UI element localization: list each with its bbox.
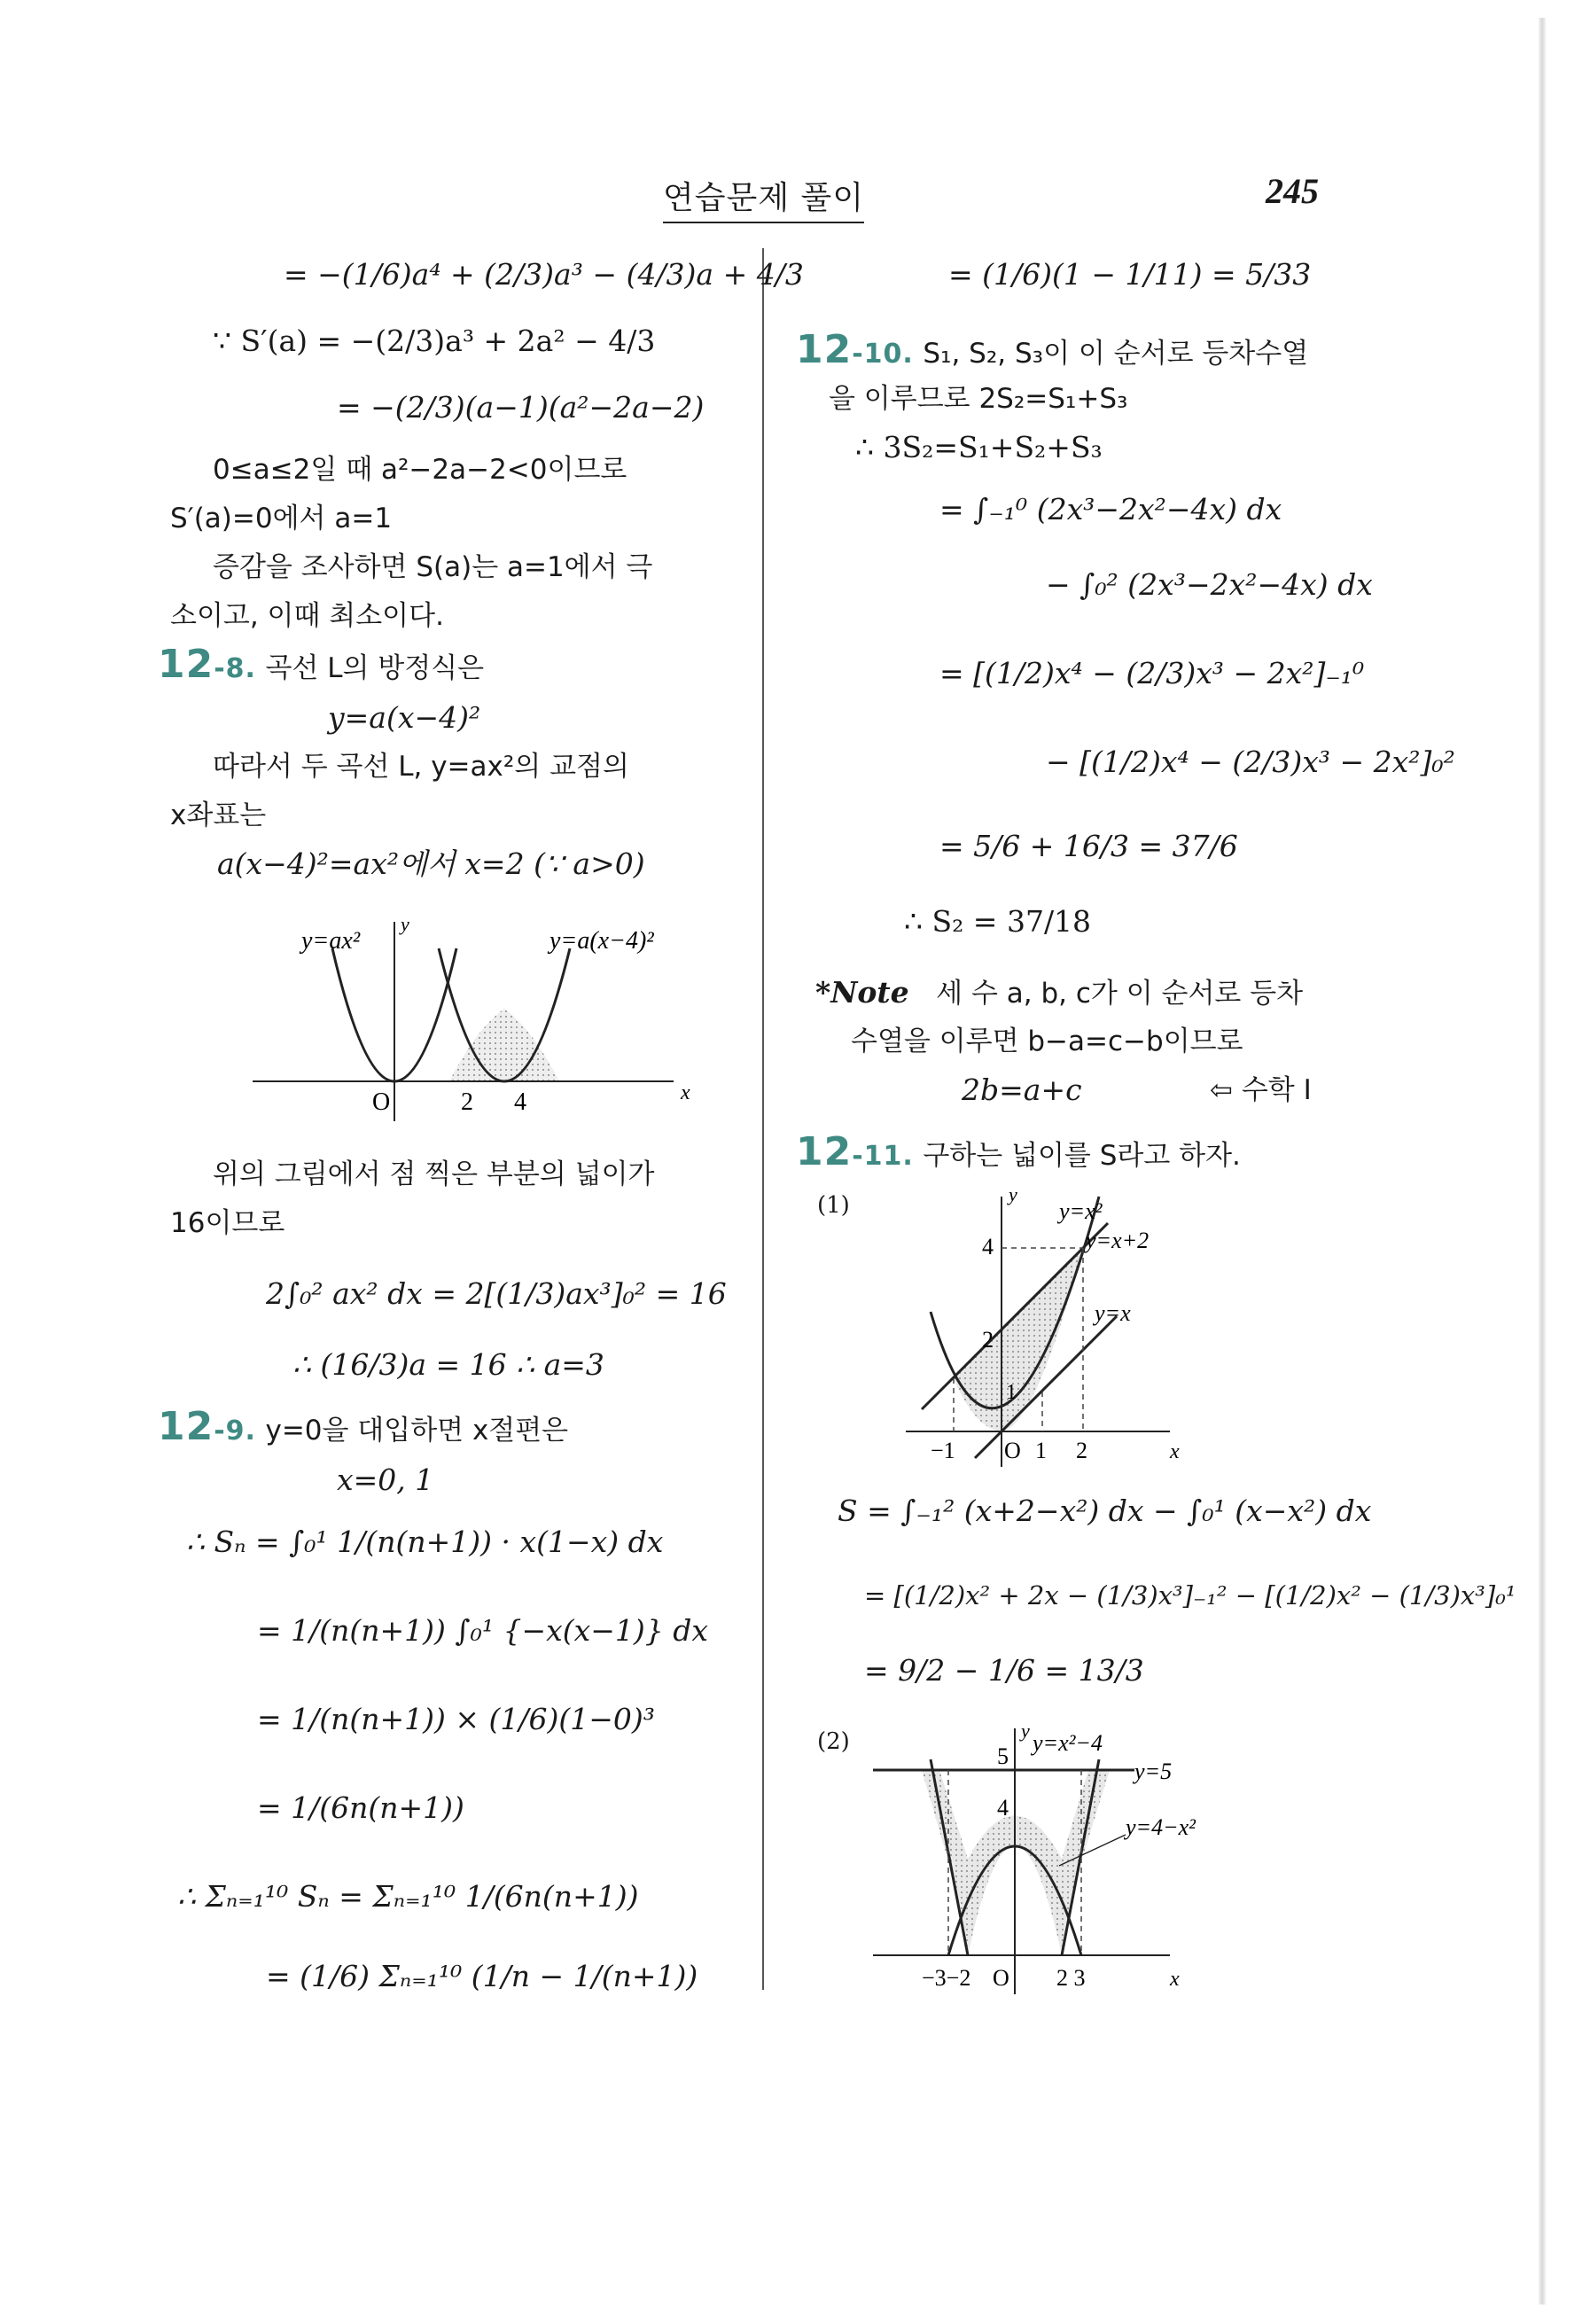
curve-label: y=a(x−4)²	[549, 927, 654, 955]
axis-label: x	[1170, 1440, 1180, 1463]
problem-text: 곡선 L의 방정식은	[265, 652, 485, 684]
equation-line: ∵ S′(a) = −(2/3)a³ + 2a² − 4/3	[213, 324, 656, 358]
tick-label: −3−2	[922, 1965, 971, 1991]
equation-line: = −(1/6)a⁴ + (2/3)a³ − (4/3)a + 4/3	[284, 257, 804, 292]
equation-line: ∴ Σₙ₌₁¹⁰ Sₙ = Σₙ₌₁¹⁰ 1/(6n(n+1))	[177, 1879, 639, 1914]
problem-subnumber: -11.	[852, 1141, 914, 1172]
problem-number: 12	[158, 642, 214, 687]
tick-label: 1	[1006, 1381, 1017, 1404]
curve-label: y=ax²	[301, 927, 361, 955]
text-line: 수열을 이루면 b−a=c−b이므로	[851, 1026, 1243, 1057]
tick-label: 4	[982, 1234, 994, 1259]
problem-heading-12-8	[158, 642, 485, 687]
equation-line: 2b=a+c	[962, 1072, 1082, 1107]
text-line: 을 이루므로 2S₂=S₁+S₃	[829, 383, 1128, 415]
equation-line: − [(1/2)x⁴ − (2/3)x³ − 2x²]₀²	[1046, 745, 1455, 779]
equation-line: a(x−4)²=ax²에서 x=2 (∵ a>0)	[217, 846, 645, 881]
text-line: x좌표는	[170, 799, 267, 831]
curve-label: y=x²	[1059, 1198, 1103, 1224]
problem-heading-12-9	[158, 1404, 569, 1449]
equation-line: ∴ 3S₂=S₁+S₂+S₃	[855, 430, 1103, 464]
equation-line: y=a(x−4)²	[328, 700, 481, 735]
problem-number: 12	[796, 1129, 853, 1174]
text-line: 16이므로	[170, 1207, 285, 1239]
text-line: 위의 그림에서 점 찍은 부분의 넓이가	[213, 1158, 655, 1190]
problem-text: 구하는 넓이를 S라고 하자.	[923, 1140, 1241, 1172]
text-line: 증감을 조사하면 S(a)는 a=1에서 극	[213, 551, 653, 583]
shaded-region	[449, 1009, 559, 1081]
axis-label: x	[1170, 1968, 1180, 1991]
equation-line: 2∫₀² ax² dx = 2[(1/3)ax³]₀² = 16	[266, 1276, 727, 1311]
text-line: 소이고, 이때 최소이다.	[170, 600, 444, 632]
equation-line: = (1/6)(1 − 1/11) = 5/33	[948, 257, 1312, 292]
problem-number: 12	[796, 327, 853, 372]
tick-label: −1	[931, 1438, 955, 1463]
equation-line: = (1/6) Σₙ₌₁¹⁰ (1/n − 1/(n+1))	[266, 1959, 698, 1993]
equation-line: − ∫₀² (2x³−2x²−4x) dx	[1046, 567, 1373, 602]
axis-label: y	[401, 913, 409, 935]
equation-line: = [(1/2)x⁴ − (2/3)x³ − 2x²]₋₁⁰	[939, 656, 1365, 690]
tick-label: 4	[997, 1795, 1009, 1821]
curve-label: y=x²−4	[1033, 1730, 1103, 1756]
equation-line: = −(2/3)(a−1)(a²−2a−2)	[337, 390, 705, 425]
origin-label: O	[993, 1965, 1009, 1991]
curve-label: y=x+2	[1086, 1228, 1150, 1253]
curve-label: y=4−x²	[1126, 1814, 1196, 1840]
note-line	[815, 975, 1303, 1011]
text-line: S′(a)=0에서 a=1	[170, 503, 393, 534]
figure-12-8	[248, 913, 744, 1126]
part-label: (1)	[817, 1192, 850, 1219]
equation-line: = 1/(n(n+1)) ∫₀¹ {−x(x−1)} dx	[257, 1613, 709, 1648]
equation-line: ∴ S₂ = 37/18	[904, 904, 1092, 939]
tick-label: 2 3	[1056, 1965, 1086, 1991]
origin-label: O	[372, 1088, 391, 1116]
note-text: 세 수 a, b, c가 이 순서로 등차	[936, 978, 1304, 1010]
text-line: 0≤a≤2일 때 a²−2a−2<0이므로	[213, 454, 627, 486]
problem-text: S₁, S₂, S₃이 이 순서로 등차수열	[923, 338, 1309, 370]
problem-subnumber: -9.	[214, 1415, 256, 1447]
scan-edge	[1539, 18, 1546, 2305]
axis-label: y	[1021, 1720, 1030, 1742]
problem-text: y=0을 대입하면 x절편은	[265, 1415, 569, 1447]
column-divider	[762, 248, 764, 1990]
curve-label: y=5	[1134, 1759, 1173, 1784]
equation-line: = 5/6 + 16/3 = 37/6	[939, 829, 1238, 863]
problem-number: 12	[158, 1404, 214, 1449]
equation-line: ∴ (16/3)a = 16 ∴ a=3	[292, 1347, 604, 1382]
text-line: 따라서 두 곡선 L, y=ax²의 교점의	[213, 751, 629, 783]
axis-label: x	[681, 1081, 690, 1104]
problem-subnumber: -8.	[214, 653, 256, 684]
equation-line: = ∫₋₁⁰ (2x³−2x²−4x) dx	[939, 492, 1282, 526]
curve-label: y=x	[1095, 1300, 1131, 1326]
figure-12-11-2	[869, 1720, 1285, 2003]
figure-12-11-1	[904, 1179, 1241, 1471]
tick-label: 1	[1035, 1438, 1047, 1463]
problem-subnumber: -10.	[852, 339, 914, 370]
equation-line: = 1/(n(n+1)) × (1/6)(1−0)³	[257, 1702, 656, 1736]
page-header-title: 연습문제 풀이	[663, 173, 864, 223]
note-label: *Note	[815, 975, 909, 1010]
equation-line: S = ∫₋₁² (x+2−x²) dx − ∫₀¹ (x−x²) dx	[838, 1493, 1372, 1528]
tick-label: 2	[1076, 1438, 1087, 1463]
tick-label: 5	[997, 1743, 1009, 1769]
origin-label: O	[1004, 1438, 1021, 1463]
shaded-region	[954, 1248, 1083, 1431]
equation-line: ∴ Sₙ = ∫₀¹ 1/(n(n+1)) · x(1−x) dx	[186, 1525, 664, 1559]
equation-line: = 1/(6n(n+1))	[257, 1790, 464, 1825]
problem-heading-12-11	[796, 1129, 1241, 1174]
tick-label: 2	[461, 1088, 473, 1116]
equation-line: = [(1/2)x² + 2x − (1/3)x³]₋₁² − [(1/2)x² − (1/3)x³]₀¹	[864, 1580, 1516, 1610]
problem-heading-12-10	[796, 327, 1309, 372]
part-label: (2)	[817, 1728, 850, 1755]
equation-line: = 9/2 − 1/6 = 13/3	[864, 1653, 1144, 1688]
axis-label: y	[1009, 1183, 1017, 1205]
tick-label: 4	[514, 1088, 526, 1116]
page-number: 245	[1266, 171, 1319, 211]
equation-line: x=0, 1	[337, 1462, 434, 1497]
tick-label: 2	[982, 1327, 994, 1353]
reference-text: ⇦ 수학 I	[1210, 1074, 1312, 1106]
